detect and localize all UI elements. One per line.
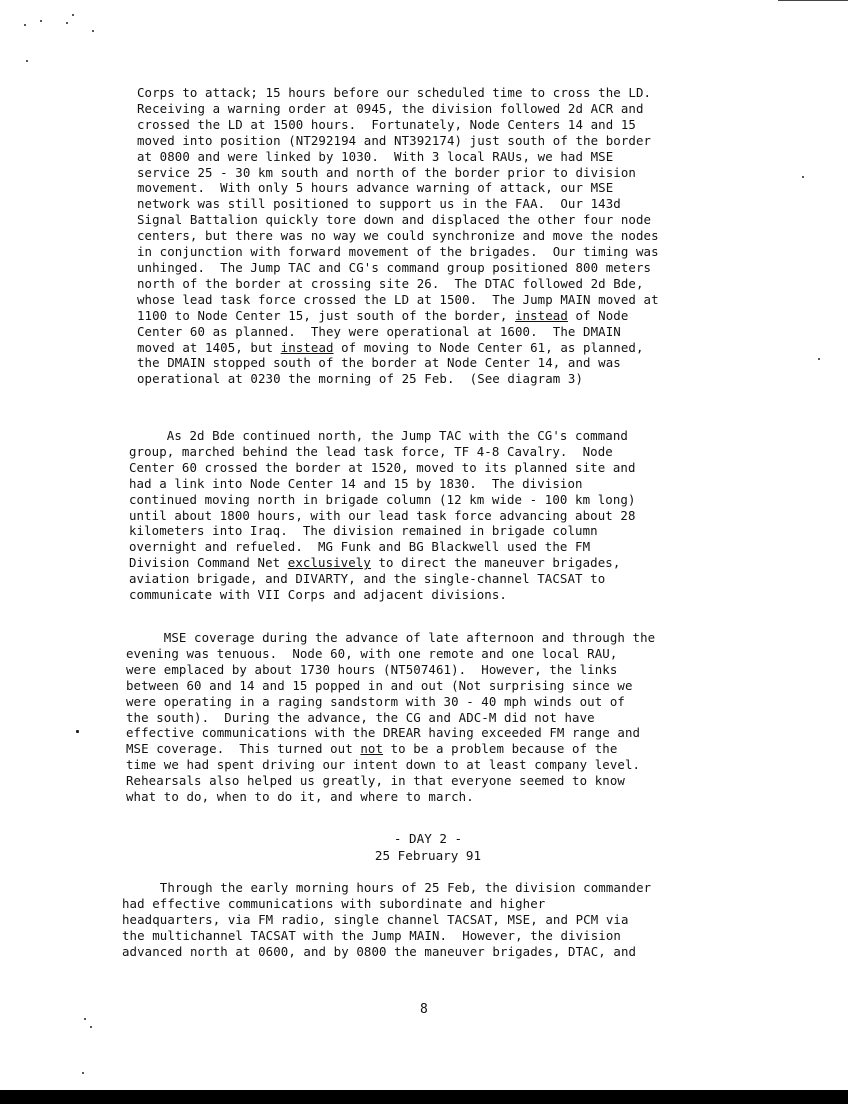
text-line: what to do, when to do it, and where to march. <box>126 789 474 805</box>
text-line: moved into position (NT292194 and NT392174) just south of the border <box>137 132 652 148</box>
date-heading: 25 February 91 <box>374 848 482 863</box>
paragraph-4 <box>122 880 722 960</box>
day-heading: - DAY 2 - <box>393 831 463 846</box>
text-line: aviation brigade, and DIVARTY, and the single-channel TACSAT to <box>129 571 606 587</box>
text-line: overnight and refueled. MG Funk and BG Blackwell used the FM <box>129 539 591 555</box>
text-line: headquarters, via FM radio, single channel TACSAT, MSE, and PCM via <box>122 911 629 927</box>
text-line: the south). During the advance, the CG and ADC-M did not have <box>126 709 595 725</box>
text-line: service 25 - 30 km south and north of the border prior to division <box>137 164 636 180</box>
text-line: whose lead task force crossed the LD at 1500. The Jump MAIN moved at <box>137 291 659 307</box>
text-line: time we had spent driving our intent down to at least company level. <box>126 757 641 773</box>
scan-speck <box>72 14 74 16</box>
scan-speck <box>92 30 94 32</box>
text-line: network was still positioned to support us in the FAA. Our 143d <box>137 196 621 212</box>
paragraph-1 <box>137 85 737 387</box>
text-line: until about 1800 hours, with our lead task force advancing about 28 <box>129 507 636 523</box>
text-line: Through the early morning hours of 25 Feb, the division commander <box>122 880 652 895</box>
text-line: 1100 to Node Center 15, just south of the border, instead of Node <box>137 307 629 323</box>
text-line: kilometers into Iraq. The division remained in brigade column <box>129 523 598 539</box>
text-line: As 2d Bde continued north, the Jump TAC with the CG's command <box>129 428 628 443</box>
text-line: moved at 1405, but instead of moving to Node Center 61, as planned, <box>137 339 644 355</box>
text-line: had a link into Node Center 14 and 15 by 1830. The division <box>129 475 583 491</box>
scan-speck <box>82 1072 84 1074</box>
paragraph-2 <box>129 428 729 603</box>
text-line: crossed the LD at 1500 hours. Fortunately, Node Centers 14 and 15 <box>137 116 636 132</box>
scan-speck <box>802 176 804 178</box>
text-line: Corps to attack; 15 hours before our scheduled time to cross the LD. <box>137 85 652 100</box>
scan-bottom-edge <box>0 1090 848 1104</box>
paragraph-3 <box>126 630 726 805</box>
text-line: advanced north at 0600, and by 0800 the maneuver brigades, DTAC, and <box>122 943 637 959</box>
scan-top-line <box>778 0 848 1</box>
scan-speck <box>90 1026 92 1028</box>
text-line: at 0800 and were linked by 1030. With 3 local RAUs, we had MSE <box>137 148 614 164</box>
text-line: Signal Battalion quickly tore down and displaced the other four node <box>137 212 652 228</box>
text-line: Center 60 crossed the border at 1520, moved to its planned site and <box>129 459 636 475</box>
text-line: movement. With only 5 hours advance warning of attack, our MSE <box>137 180 614 196</box>
text-line: communicate with VII Corps and adjacent divisions. <box>129 587 507 603</box>
text-line: north of the border at crossing site 26. The DTAC followed 2d Bde, <box>137 275 644 291</box>
text-line: between 60 and 14 and 15 popped in and out (Not surprising since we <box>126 677 633 693</box>
text-line: had effective communications with subordinate and higher <box>122 895 546 911</box>
text-line: continued moving north in brigade column (12 km wide - 100 km long) <box>129 491 636 507</box>
text-line: unhinged. The Jump TAC and CG's command group positioned 800 meters <box>137 259 652 275</box>
text-line: Center 60 as planned. They were operational at 1600. The DMAIN <box>137 323 621 339</box>
scan-speck <box>84 1018 86 1020</box>
scan-speck <box>818 358 820 360</box>
text-line: Rehearsals also helped us greatly, in that everyone seemed to know <box>126 773 625 789</box>
text-line: the DMAIN stopped south of the border at Node Center 14, and was <box>137 355 621 371</box>
text-line: evening was tenuous. Node 60, with one remote and one local RAU, <box>126 645 618 661</box>
text-line: group, marched behind the lead task force, TF 4-8 Cavalry. Node <box>129 443 613 459</box>
text-line: MSE coverage. This turned out not to be a problem because of the <box>126 741 618 757</box>
page-number: 8 <box>420 1002 428 1017</box>
scan-speck <box>66 22 68 24</box>
scan-speck <box>26 60 28 62</box>
scan-speck <box>76 730 79 733</box>
text-line: Division Command Net exclusively to direct the maneuver brigades, <box>129 555 621 571</box>
text-line: in conjunction with forward movement of the brigades. Our timing was <box>137 244 659 260</box>
scan-speck <box>40 20 42 22</box>
scan-speck <box>24 24 26 26</box>
text-line: MSE coverage during the advance of late afternoon and through the <box>126 630 656 645</box>
text-line: the multichannel TACSAT with the Jump MAIN. However, the division <box>122 927 621 943</box>
text-line: were emplaced by about 1730 hours (NT507461). However, the links <box>126 661 618 677</box>
text-line: were operating in a raging sandstorm with 30 - 40 mph winds out of <box>126 693 625 709</box>
text-line: Receiving a warning order at 0945, the division followed 2d ACR and <box>137 100 644 116</box>
text-line: effective communications with the DREAR having exceeded FM range and <box>126 725 641 741</box>
text-line: operational at 0230 the morning of 25 Feb. (See diagram 3) <box>137 371 584 387</box>
text-line: centers, but there was no way we could synchronize and move the nodes <box>137 228 659 244</box>
